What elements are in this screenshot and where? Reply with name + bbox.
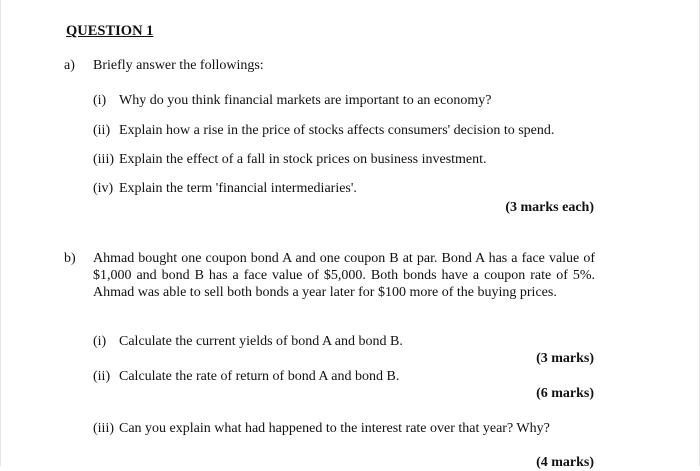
part-a-intro: Briefly answer the followings: — [93, 58, 264, 73]
part-b-item-text: Can you explain what had happened to the interest rate over that year? Why? — [119, 421, 550, 436]
part-a-label: a) — [64, 58, 75, 73]
part-a-item-num: (iii) — [93, 152, 114, 167]
part-b-label: b) — [64, 251, 76, 266]
part-b-item-text: Calculate the rate of return of bond A and bond B. — [119, 369, 400, 384]
part-b-item-marks: (4 marks) — [536, 455, 594, 470]
part-b-paragraph: Ahmad bought one coupon bond A and one coupon B at par. Bond A has a face value of $1,000 and bond B has a face value of $5,000. Both bonds have a coupon rate of 5%. Ahmad was able to sell both bonds a year later for $100 more of the buying prices. — [93, 251, 595, 300]
part-a-item-text: Explain how a rise in the price of stocks affects consumers' decision to spend. — [119, 123, 555, 138]
part-b-item-marks: (6 marks) — [536, 386, 594, 401]
part-b-item-marks: (3 marks) — [536, 351, 594, 366]
part-b-item-num: (i) — [93, 334, 107, 349]
part-a-marks: (3 marks each) — [505, 200, 594, 215]
part-a-item-text: Why do you think financial markets are important to an economy? — [119, 93, 492, 108]
part-a-item-text: Explain the term 'financial intermediaries'. — [119, 181, 357, 196]
part-a-item-num: (iv) — [93, 181, 114, 196]
part-a-item-num: (ii) — [93, 123, 111, 138]
part-b-item-num: (iii) — [93, 421, 114, 436]
question-heading: QUESTION 1 — [66, 23, 154, 39]
part-b-item-num: (ii) — [93, 369, 111, 384]
page-left-edge — [0, 0, 1, 466]
part-a-item-num: (i) — [93, 93, 107, 108]
part-a-item-text: Explain the effect of a fall in stock prices on business investment. — [119, 152, 487, 167]
part-b-item-text: Calculate the current yields of bond A and bond B. — [119, 334, 403, 349]
